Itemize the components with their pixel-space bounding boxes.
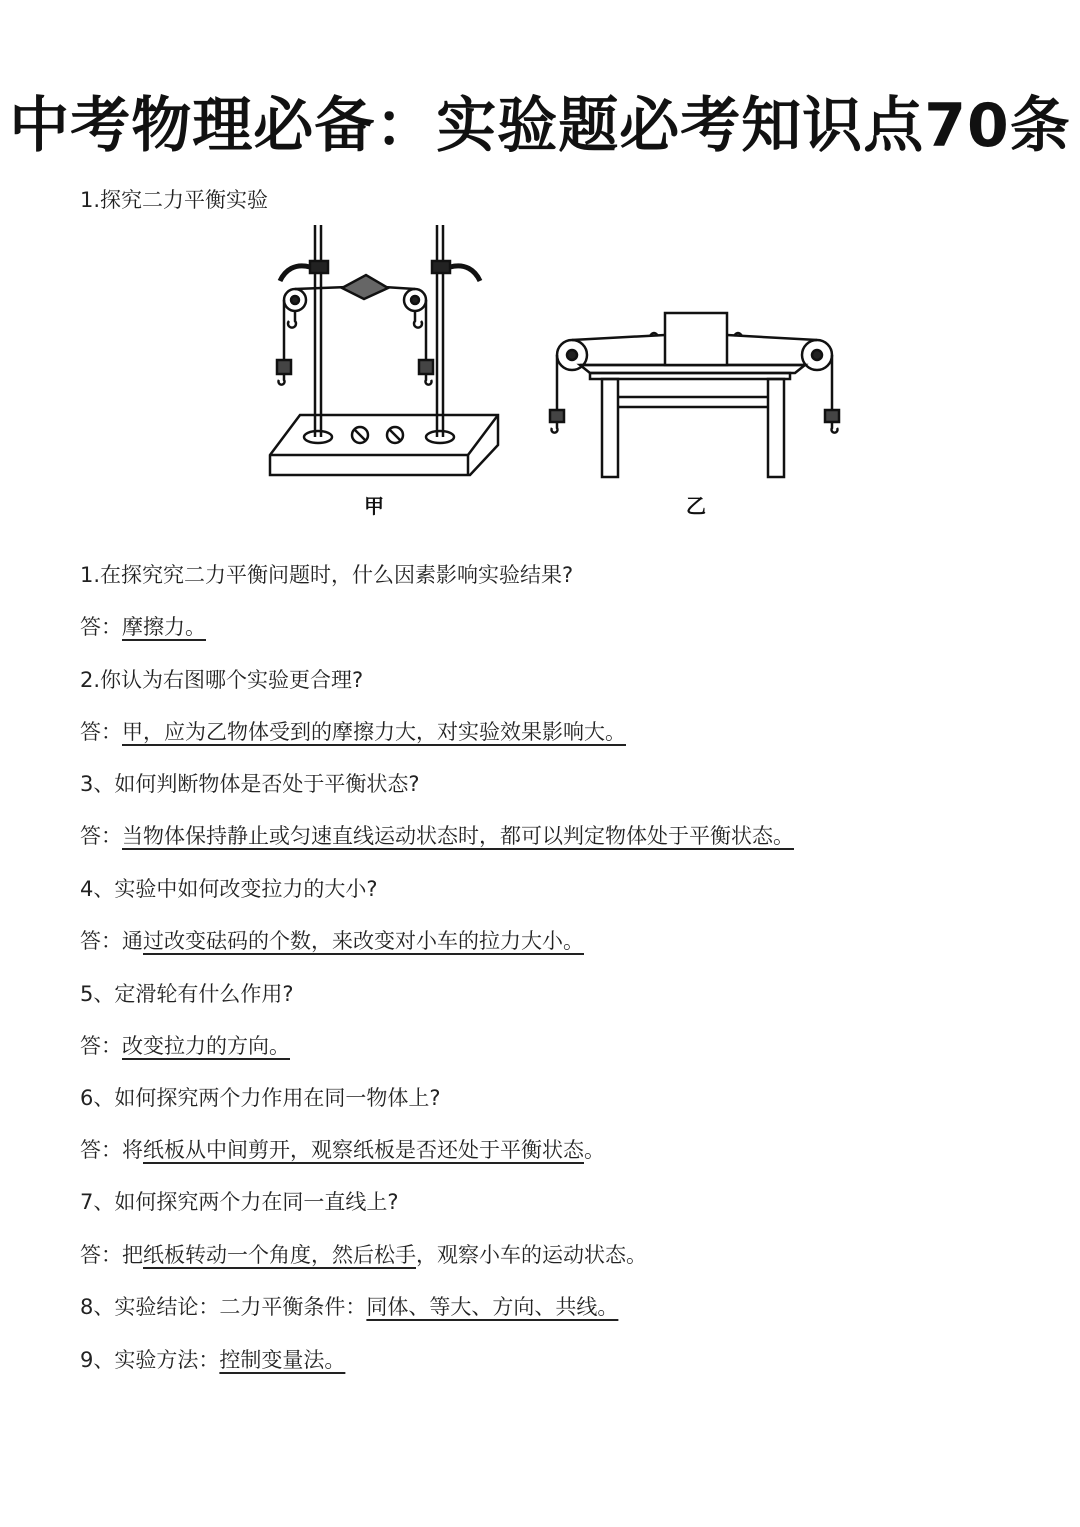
answer-line: 答：甲，应为乙物体受到的摩擦力大，对实验效果影响大。: [80, 720, 626, 744]
question-line: 6、如何探究两个力作用在同一物体上?: [80, 1086, 441, 1110]
section-heading: 1.探究二力平衡实验: [80, 188, 269, 212]
label-jia: 甲: [364, 494, 384, 518]
question-line: 7、如何探究两个力在同一直线上?: [80, 1190, 399, 1214]
question-line: 3、如何判断物体是否处于平衡状态?: [80, 772, 420, 796]
experiment-figure: [250, 215, 870, 535]
conclusion-line: 8、实验结论：二力平衡条件：同体、等大、方向、共线。: [80, 1295, 619, 1319]
label-yi: 乙: [686, 494, 706, 518]
answer-line: 答：摩擦力。: [80, 615, 206, 639]
question-line: 2.你认为右图哪个实验更合理?: [80, 668, 364, 692]
answer-line: 答：把纸板转动一个角度，然后松手，观察小车的运动状态。: [80, 1243, 647, 1267]
answer-line: 答：改变拉力的方向。: [80, 1034, 290, 1058]
answer-line: 答：当物体保持静止或匀速直线运动状态时，都可以判定物体处于平衡状态。: [80, 824, 794, 848]
question-line: 1.在探究究二力平衡问题时，什么因素影响实验结果?: [80, 563, 574, 587]
question-line: 4、实验中如何改变拉力的大小?: [80, 877, 378, 901]
apparatus-yi: [550, 313, 839, 477]
method-line: 9、实验方法：控制变量法。: [80, 1348, 346, 1372]
answer-line: 答：将纸板从中间剪开，观察纸板是否还处于平衡状态。: [80, 1138, 605, 1162]
apparatus-jia: [270, 225, 498, 475]
answer-line: 答：通过改变砝码的个数，来改变对小车的拉力大小。: [80, 929, 584, 953]
question-line: 5、定滑轮有什么作用?: [80, 982, 294, 1006]
page-title: 中考物理必备：实验题必考知识点70条: [9, 91, 1071, 161]
